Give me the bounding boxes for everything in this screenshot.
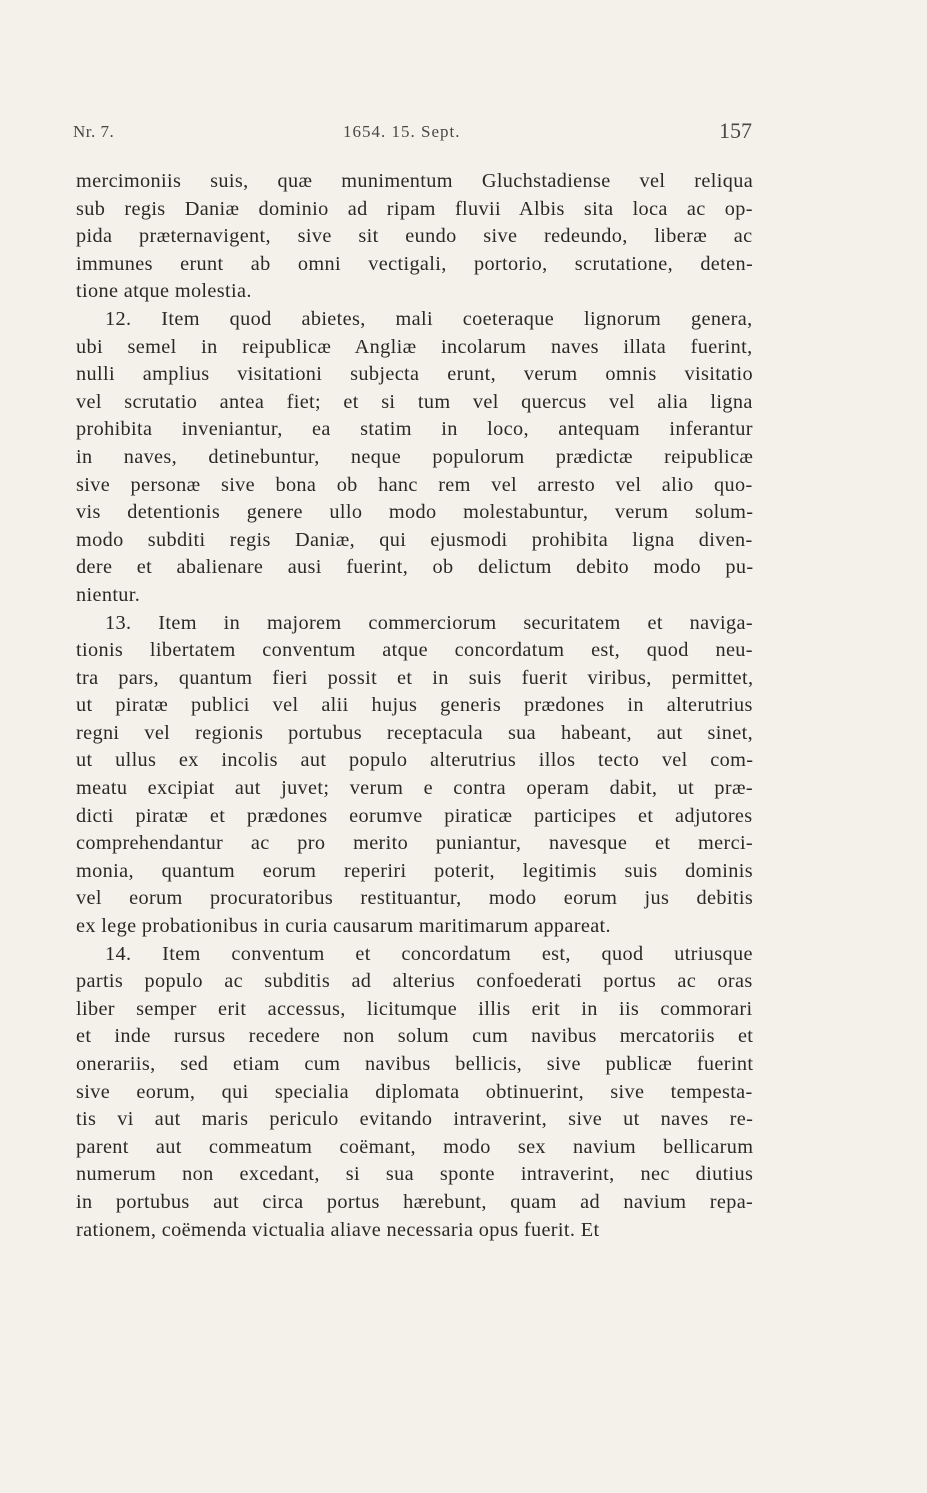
document-date: 1654. 15. Sept. xyxy=(343,122,461,141)
text-line: nientur. xyxy=(76,583,141,606)
text-line: dicti piratæ et prædones eorumve piraticæ participes et adjutores xyxy=(76,804,753,827)
text-line: regni vel regionis portubus receptacula sua habeant, aut sinet, xyxy=(76,721,754,744)
page-number: 157 xyxy=(719,118,752,143)
paragraph-14-start: 14. Item conventum et concordatum est, quod utriusque xyxy=(105,942,753,965)
text-line: pida præternavigent, sive sit eundo sive redeundo, liberæ ac xyxy=(76,225,753,248)
body-text xyxy=(76,168,753,1244)
text-line: ex lege probationibus in curia causarum maritimarum appareat. xyxy=(76,915,611,938)
paragraph-13-start: 13. Item in majorem commerciorum securitatem et naviga- xyxy=(105,611,753,634)
text-line: liber semper erit accessus, licitumque illis erit in iis commorari xyxy=(76,997,753,1020)
paragraph-12-start: 12. Item quod abietes, mali coeteraque lignorum genera, xyxy=(105,307,753,330)
text-line: sive personæ sive bona ob hanc rem vel arresto vel alio quo- xyxy=(76,473,753,496)
text-line: vis detentionis genere ullo modo molestabuntur, verum solum- xyxy=(76,501,754,524)
text-line: sive eorum, qui specialia diplomata obtinuerint, sive tempesta- xyxy=(76,1080,753,1103)
text-line: rationem, coëmenda victualia aliave necessaria opus fuerit. Et xyxy=(76,1218,600,1241)
text-line: numerum non excedant, si sua sponte intraverint, nec diutius xyxy=(76,1163,754,1186)
text-line: ut ullus ex incolis aut populo alterutrius illos tecto vel com- xyxy=(76,749,754,772)
text-line: comprehendantur ac pro merito puniantur, navesque et merci- xyxy=(76,832,754,855)
text-line: modo subditi regis Daniæ, qui ejusmodi prohibita ligna diven- xyxy=(76,528,753,551)
text-line: tra pars, quantum fieri possit et in suis fuerit viribus, permittet, xyxy=(76,666,754,689)
text-line: in naves, detinebuntur, neque populorum prædictæ reipublicæ xyxy=(76,445,754,468)
text-line: nulli amplius visitationi subjecta erunt, verum omnis visitatio xyxy=(76,363,754,386)
document-number: Nr. 7. xyxy=(73,122,115,141)
text-line: tione atque molestia. xyxy=(76,280,252,303)
text-line: sub regis Daniæ dominio ad ripam fluvii Albis sita loca ac op- xyxy=(76,197,753,220)
text-line: onerariis, sed etiam cum navibus bellicis, sive publicæ fuerint xyxy=(76,1053,754,1075)
text-line: monia, quantum eorum reperiri poterit, legitimis suis dominis xyxy=(76,859,753,882)
text-line: parent aut commeatum coëmant, modo sex navium bellicarum xyxy=(76,1135,754,1158)
text-line: et inde rursus recedere non solum cum navibus mercatoriis et xyxy=(76,1025,754,1048)
text-line: immunes erunt ab omni vectigali, portorio, scrutatione, deten- xyxy=(76,252,754,275)
text-line: dere et abalienare ausi fuerint, ob delictum debito modo pu- xyxy=(76,556,754,579)
text-line: ut piratæ publici vel alii hujus generis prædones in alterutrius xyxy=(76,694,753,717)
text-line: tionis libertatem conventum atque concordatum est, quod neu- xyxy=(76,639,753,662)
text-line: ubi semel in reipublicæ Angliæ incolarum naves illata fuerint, xyxy=(76,335,753,358)
running-header xyxy=(73,118,752,148)
text-line: vel scrutatio antea fiet; et si tum vel quercus vel alia ligna xyxy=(76,390,753,413)
text-line: tis vi aut maris periculo evitando intraverint, sive ut naves re- xyxy=(76,1108,754,1131)
text-line: in portubus aut circa portus hærebunt, quam ad navium repa- xyxy=(76,1190,754,1213)
text-line: mercimoniis suis, quæ munimentum Gluchstadiense vel reliqua xyxy=(76,170,754,192)
text-line: partis populo ac subditis ad alterius confoederati portus ac oras xyxy=(76,970,753,993)
text-line: vel eorum procuratoribus restituantur, modo eorum jus debitis xyxy=(76,887,754,910)
text-line: prohibita inveniantur, ea statim in loco, antequam inferantur xyxy=(76,418,753,441)
text-line: meatu excipiat aut juvet; verum e contra operam dabit, ut præ- xyxy=(76,777,753,800)
